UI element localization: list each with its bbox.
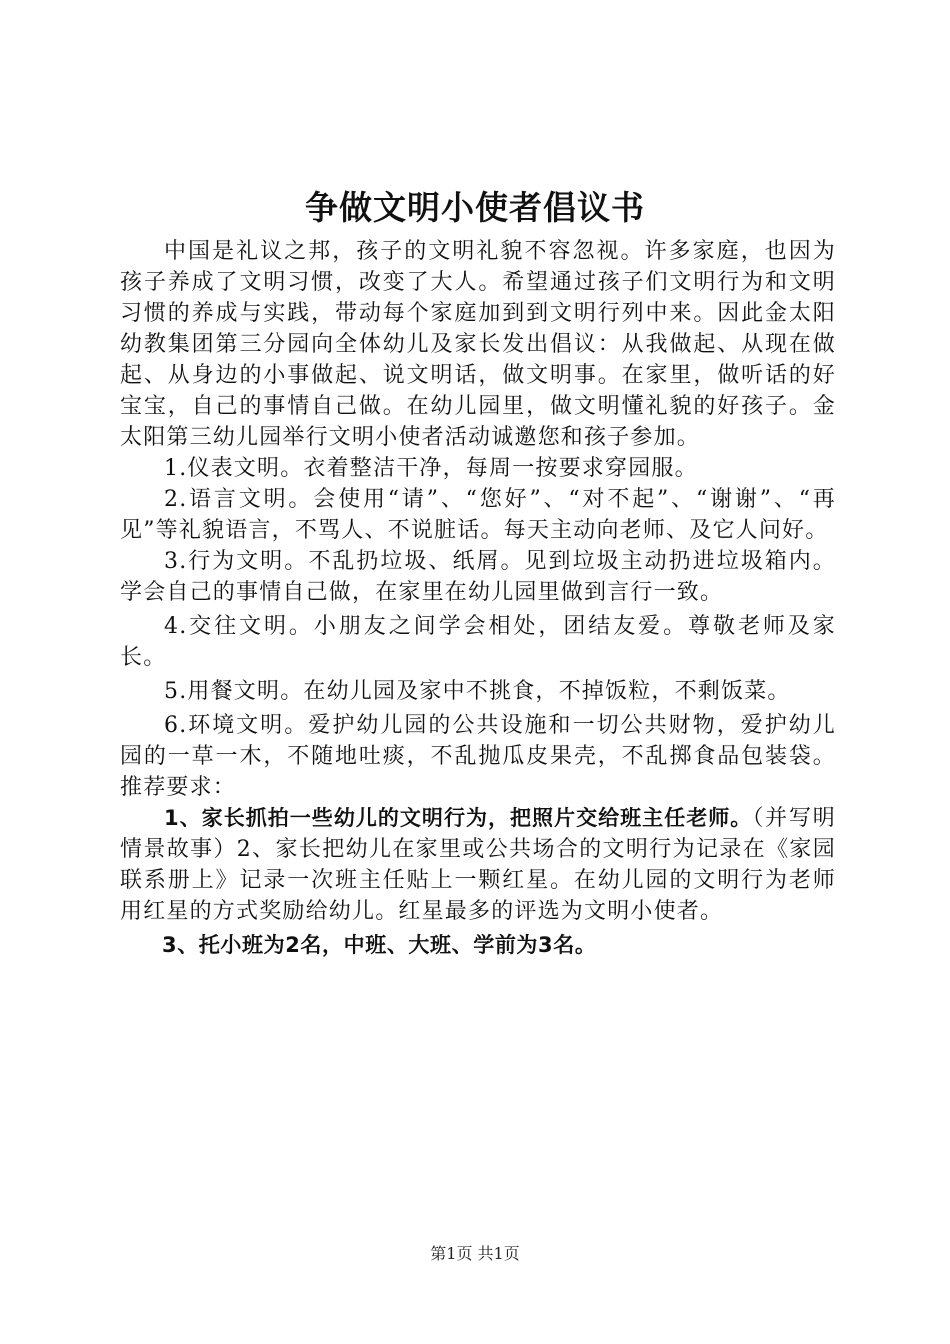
- item-social: 4.交往文明。小朋友之间学会相处，团结友爱。尊敬老师及家长。: [120, 614, 836, 670]
- requirement-paragraph: [120, 803, 836, 927]
- requirement-1-rest: （并写明情景故事）2、家长把幼儿在家里或公共场合的文明行为记录在《家园联系册上》记录一次班主任贴上一颗红星。在幼儿园的文明行为老师用红星的方式奖励给幼儿。红星最多的评选为文明小使者。: [120, 806, 836, 924]
- requirement-3: 3、托小班为2名，中班、大班、学前为3名。: [162, 933, 597, 957]
- page-footer: 第1页 共1页: [430, 1244, 520, 1263]
- item-appearance: 1.仪表文明。衣着整洁干净，每周一按要求穿园服。: [164, 456, 698, 481]
- intro-paragraph: 中国是礼议之邦，孩子的文明礼貌不容忽视。许多家庭，也因为孩子养成了文明习惯，改变了大人。希望通过孩子们文明行为和文明习惯的养成与实践，带动每个家庭加到到文明行列中来。因此金太阳幼教集团第三分园向全体幼儿及家长发出倡议：从我做起、从现在做起、从身边的小事做起、说文明话，做文明事。在家里，做听话的好宝宝，自己的事情自己做。在幼儿园里，做文明懂礼貌的好孩子。金太阳第三幼儿园举行文明小使者活动诚邀您和孩子参加。: [120, 239, 836, 450]
- requirement-1-bold: 1、家长抓拍一些幼儿的文明行为，把照片交给班主任老师。: [164, 806, 753, 830]
- document-body: [120, 236, 836, 961]
- item-language: 2.语言文明。会使用“请”、“您好”、“对不起”、“谢谢”、“再见”等礼貌语言，不骂人、不说脏话。每天主动向老师、及它人问好。: [120, 487, 836, 543]
- item-behavior: 3.行为文明。不乱扔垃圾、纸屑。见到垃圾主动扔进垃圾箱内。学会自己的事情自己做，在家里在幼儿园里做到言行一致。: [120, 549, 836, 605]
- item-environment: 6.环境文明。爱护幼儿园的公共设施和一切公共财物，爱护幼儿园的一草一木，不随地吐痰，不乱抛瓜皮果壳，不乱掷食品包装袋。推荐要求：: [120, 713, 836, 800]
- document-title: 争做文明小使者倡议书: [305, 188, 645, 227]
- item-dining: 5.用餐文明。在幼儿园及家中不挑食，不掉饭粒，不剩饭菜。: [164, 679, 791, 704]
